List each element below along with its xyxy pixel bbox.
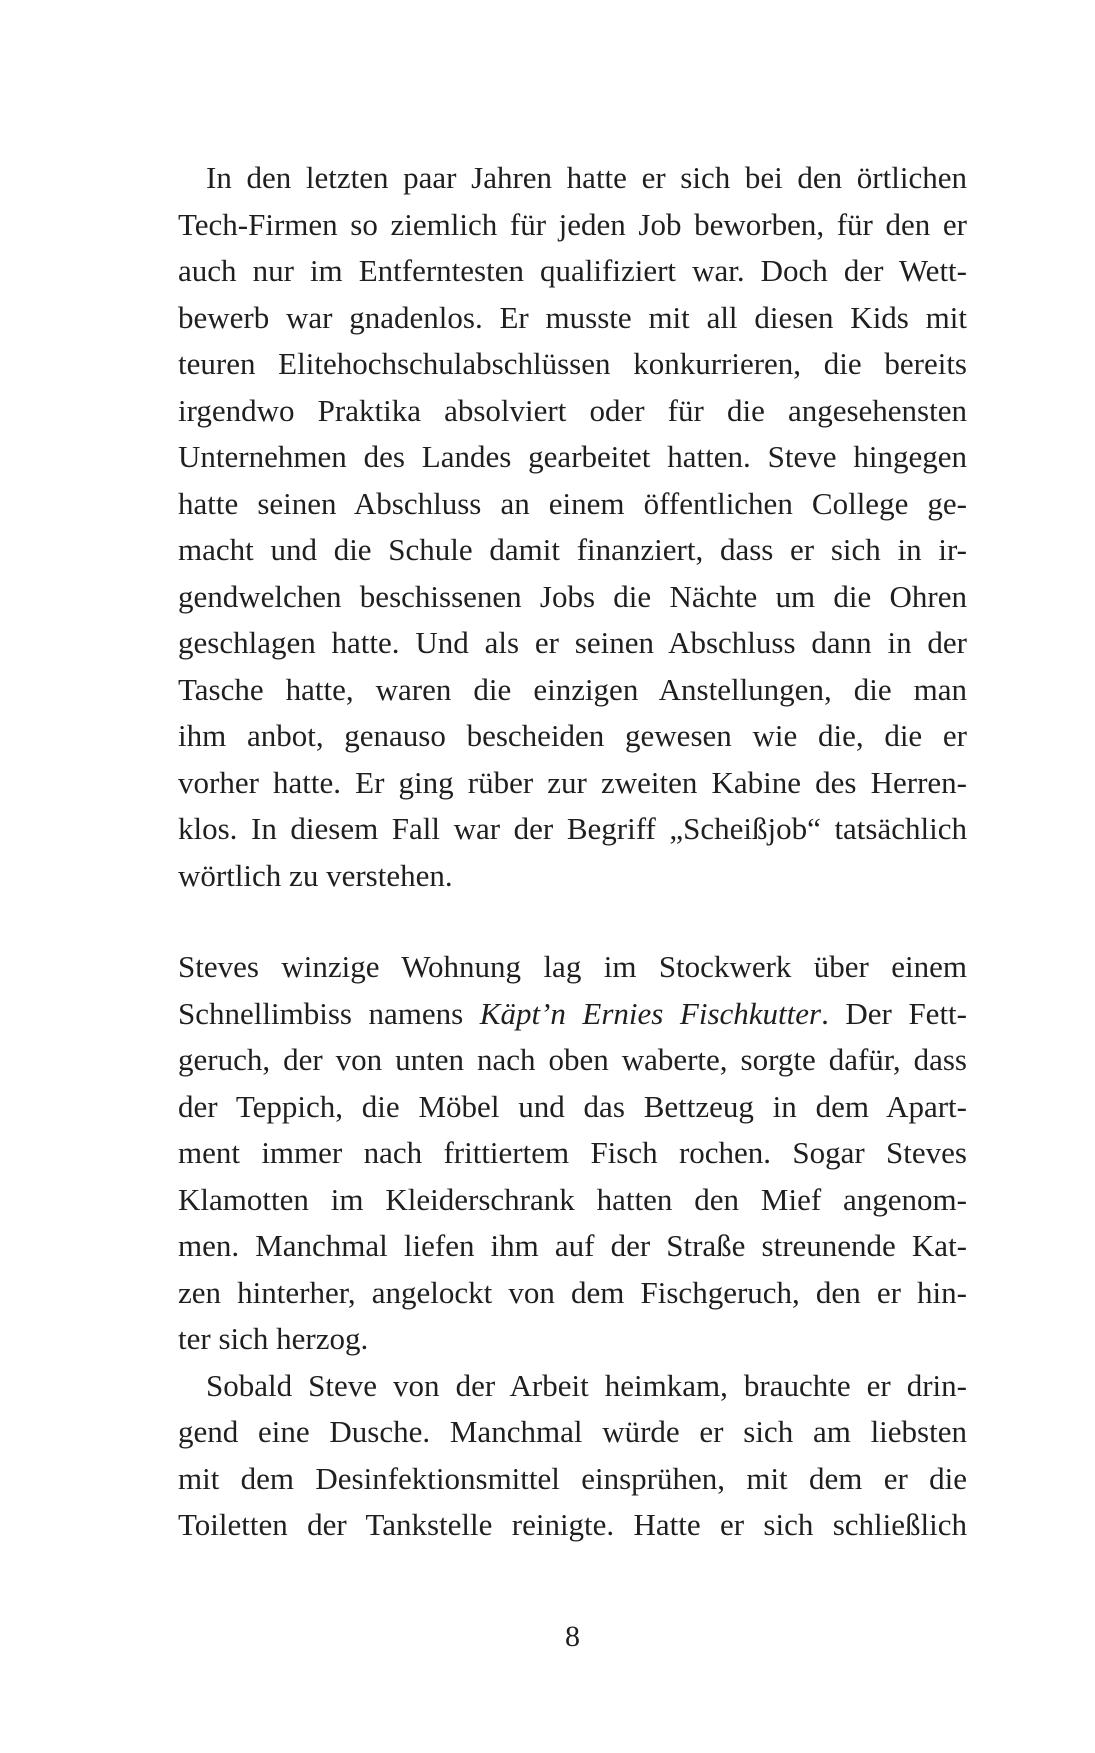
text-line: hatte seinen Abschluss an einem öffentlichen College ge- (178, 485, 967, 521)
text-line: teuren Elitehochschulabschlüssen konkurrieren, die bereits (178, 346, 967, 381)
text-line: der Teppich, die Möbel und das Bettzeug in dem Apart- (178, 1088, 967, 1124)
text-line: vorher hatte. Er ging rüber zur zweiten Kabine des Herren- (178, 764, 967, 800)
text-line: Unternehmen des Landes gearbeitet hatten. Steve hingegen (178, 439, 967, 474)
text-line: ment immer nach frittiertem Fisch rochen. Sogar Steves (178, 1135, 967, 1170)
text-line: gend eine Dusche. Manchmal würde er sich am liebsten (178, 1414, 967, 1449)
text-line: wörtlich zu verstehen. (178, 857, 453, 893)
text-run: Schnellimbiss namens (178, 995, 480, 1031)
text-line: zen hinterher, angelockt von dem Fischgeruch, den er hin- (178, 1274, 967, 1310)
text-line: geruch, der von unten nach oben waberte, sorgte dafür, dass (178, 1042, 967, 1077)
restaurant-name: Käpt’n Ernies Fischkutter (479, 995, 822, 1031)
page-number: 8 (565, 1620, 580, 1653)
text-line: Klamotten im Kleiderschrank hatten den Mief angenom- (178, 1181, 967, 1217)
text-line: gendwelchen beschissenen Jobs die Nächte um die Ohren (178, 578, 967, 614)
paragraph-1 (178, 155, 967, 899)
text-line: Tech-Firmen so ziemlich für jeden Job beworben, für den er (178, 206, 967, 242)
text-line: ter sich herzog. (178, 1321, 369, 1356)
text-line: klos. In diesem Fall war der Begriff „Scheißjob“ tatsächlich (178, 811, 967, 846)
text-line: irgendwo Praktika absolviert oder für die angesehensten (178, 392, 967, 428)
text-line: bewerb war gnadenlos. Er musste mit all diesen Kids mit (178, 299, 967, 335)
text-line: Tasche hatte, waren die einzigen Anstellungen, die man (178, 671, 967, 707)
text-line: macht und die Schule damit finanziert, dass er sich in ir- (178, 532, 967, 567)
paragraph-2-and-3 (178, 944, 967, 1549)
text-line: Toiletten der Tankstelle reinigte. Hatte er sich schließlich (178, 1507, 967, 1542)
text-line: ihm anbot, genauso bescheiden gewesen wie die, die er (178, 718, 967, 753)
text-line-with-italic (178, 991, 967, 1038)
text-line: In den letzten paar Jahren hatte er sich bei den örtlichen (206, 160, 967, 195)
text-line: Sobald Steve von der Arbeit heimkam, brauchte er drin- (206, 1367, 967, 1403)
text-line: men. Manchmal liefen ihm auf der Straße streunende Kat- (178, 1228, 967, 1263)
text-line: auch nur im Entferntesten qualifiziert war. Doch der Wett- (178, 253, 967, 288)
text-line: geschlagen hatte. Und als er seinen Abschluss dann in der (178, 625, 967, 660)
text-line: mit dem Desinfektionsmittel einsprühen, mit dem er die (178, 1460, 967, 1496)
text-run: . Der Fett- (821, 995, 967, 1031)
text-line: Steves winzige Wohnung lag im Stockwerk über einem (178, 949, 967, 984)
